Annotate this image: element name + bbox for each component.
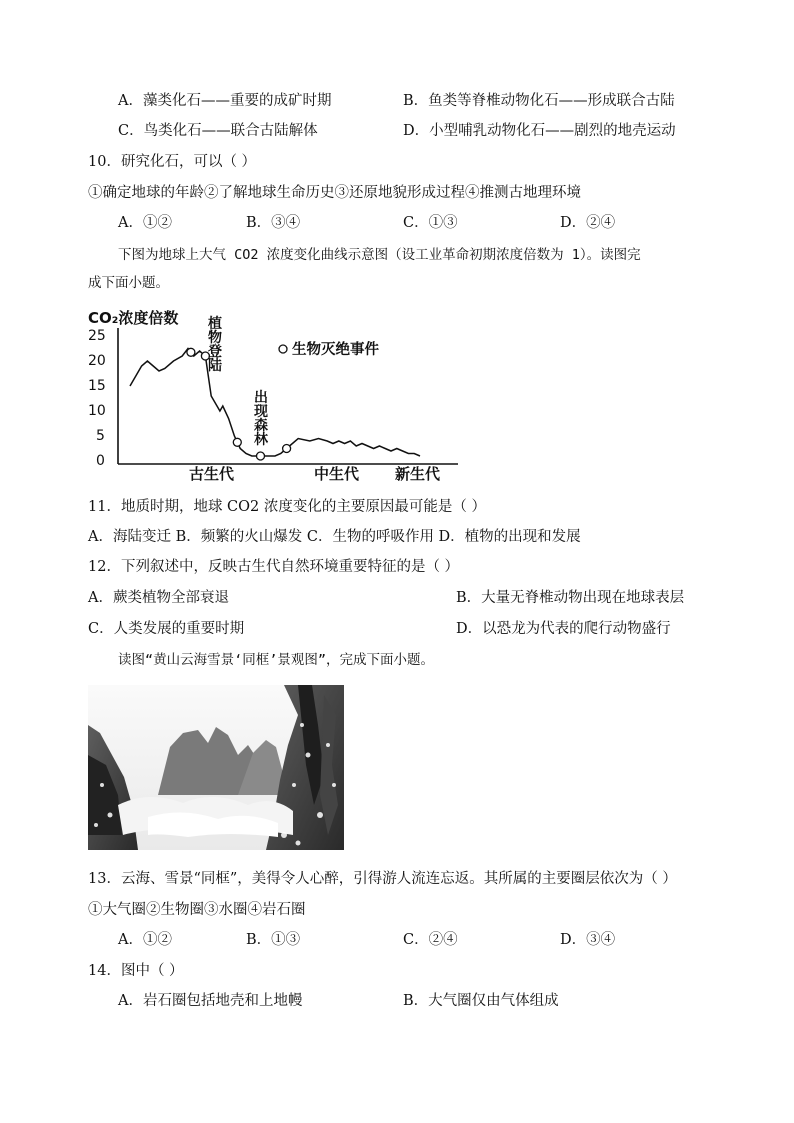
q12-stem: 12．下列叙述中，反映古生代自然环境重要特征的是（ ） [88, 559, 460, 575]
intro-photo: 读图“黄山云海雪景‘同框’景观图”，完成下面小题。 [118, 652, 435, 668]
ytick-15: 15 [88, 378, 106, 394]
annotation-2-char-2: 现 [254, 404, 268, 420]
q11-options: A．海陆变迁 B．频繁的火山爆发 C．生物的呼吸作用 D．植物的出现和发展 [88, 529, 581, 545]
q14-option-a: A．岩石圈包括地壳和上地幔 [118, 993, 303, 1009]
q13-option-a: A．①② [118, 932, 172, 948]
extinction-event-marker-3 [233, 438, 241, 446]
annotation-2-char-1: 出 [254, 390, 268, 406]
y-ticks [88, 328, 106, 469]
q10-option-a: A．①② [118, 215, 172, 231]
extinction-events [187, 348, 291, 460]
legend-marker [279, 345, 287, 353]
q13-option-c: C．②④ [403, 932, 458, 948]
q13-option-b: B．①③ [246, 932, 301, 948]
q9-option-c: C．鸟类化石——联合古陆解体 [118, 123, 318, 139]
annotation-2-char-3: 森 [254, 418, 268, 434]
annotation-forest [253, 390, 269, 448]
intro-co2-line2: 成下面小题。 [88, 275, 169, 291]
ytick-10: 10 [88, 403, 106, 419]
q10-stem: 10．研究化石，可以（ ） [88, 154, 257, 170]
q9-option-b: B．鱼类等脊椎动物化石——形成联合古陆 [403, 93, 675, 109]
chart-ylabel: CO₂浓度倍数 [88, 309, 179, 327]
ytick-20: 20 [88, 353, 106, 369]
q12-option-b: B．大量无脊椎动物出现在地球表层 [456, 590, 685, 606]
extinction-event-marker-1 [187, 348, 195, 356]
q11-stem: 11．地质时期，地球 CO2 浓度变化的主要原因最可能是（ ） [88, 499, 486, 515]
annotation-1-char-4: 陆 [208, 358, 222, 374]
q14-stem: 14．图中（ ） [88, 963, 184, 979]
era-paleozoic: 古生代 [189, 465, 235, 482]
q12-option-c: C．人类发展的重要时期 [88, 621, 245, 637]
q14-option-b: B．大气圈仅由气体组成 [403, 993, 559, 1009]
ytick-0: 0 [96, 453, 105, 469]
legend-label: 生物灭绝事件 [292, 342, 379, 358]
era-mesozoic: 中生代 [314, 465, 360, 482]
ytick-25: 25 [88, 328, 106, 344]
extinction-event-marker-5 [283, 445, 291, 453]
annotation-1-char-2: 物 [208, 330, 222, 346]
annotation-1-char-3: 登 [208, 344, 222, 360]
q10-option-d: D．②④ [560, 215, 616, 231]
q13-stem: 13．云海、雪景“同框”，美得令人心醉，引得游人流连忘返。其所属的主要圈层依次为（ ） [88, 871, 677, 887]
q9-option-d: D．小型哺乳动物化石——剧烈的地壳运动 [403, 123, 676, 139]
q10-items: ①确定地球的年龄②了解地球生命历史③还原地貌形成过程④推测古地理环境 [88, 185, 581, 201]
ytick-5: 5 [96, 428, 105, 444]
intro-co2-line1: 下图为地球上大气 CO2 浓度变化曲线示意图（设工业革命初期浓度倍数为 1）。读图完 [118, 247, 641, 263]
q12-option-a: A．蕨类植物全部衰退 [88, 590, 229, 606]
q13-items: ①大气圈②生物圈③水圈④岩石圈 [88, 902, 306, 918]
era-cenozoic: 新生代 [395, 465, 441, 482]
huangshan-photo [88, 685, 344, 850]
extinction-event-marker-4 [257, 452, 265, 460]
annotation-plants-land [207, 315, 223, 374]
q12-option-d: D．以恐龙为代表的爬行动物盛行 [456, 621, 671, 637]
co2-chart [86, 306, 466, 482]
co2-curve [130, 349, 420, 457]
q13-option-d: D．③④ [560, 932, 616, 948]
annotation-1-char-1: 植 [208, 316, 222, 332]
q10-option-c: C．①③ [403, 215, 458, 231]
q10-option-b: B．③④ [246, 215, 301, 231]
annotation-2-char-4: 林 [254, 432, 268, 448]
q9-option-a: A．藻类化石——重要的成矿时期 [118, 93, 332, 109]
